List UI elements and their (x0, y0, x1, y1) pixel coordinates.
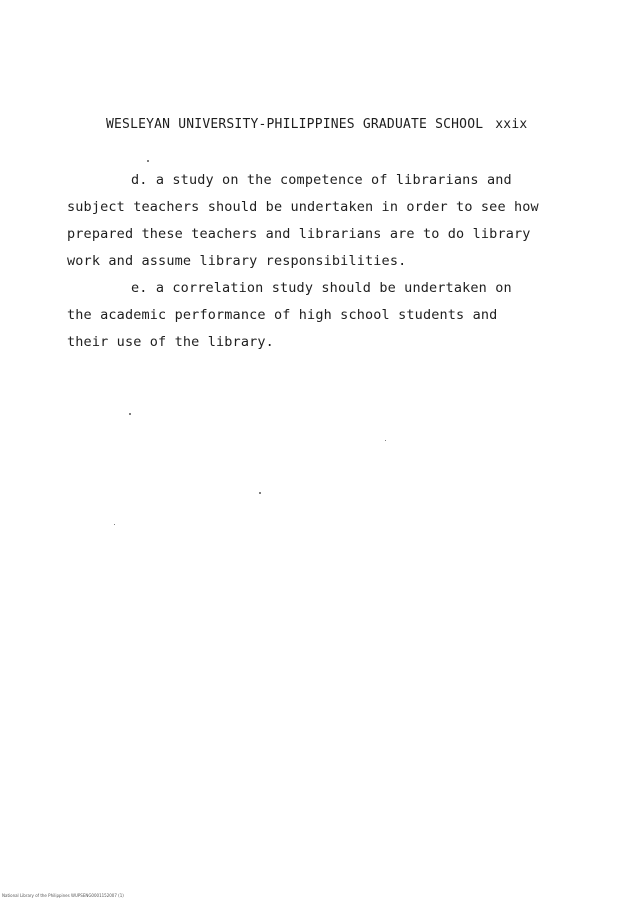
scan-speck (147, 160, 149, 162)
paragraph-e-line-1: e. a correlation study should be undertaken on (131, 280, 512, 296)
paragraph-d-line-3: prepared these teachers and librarians are to do library (67, 226, 531, 242)
scan-speck (259, 492, 261, 494)
page-header (106, 117, 527, 132)
scan-speck (114, 524, 115, 525)
paragraph-d-line-1: d. a study on the competence of librarians and (131, 172, 512, 188)
archive-footer: National Library of the Philippines WUPSENG0001152007 (1) (2, 893, 124, 898)
scan-speck (385, 440, 386, 441)
header-title: WESLEYAN UNIVERSITY-PHILIPPINES GRADUATE SCHOOL (106, 117, 484, 132)
scan-speck (129, 413, 131, 415)
paragraph-e-line-3: their use of the library. (67, 334, 274, 350)
paragraph-d-line-4: work and assume library responsibilities. (67, 253, 407, 269)
page-number: xxix (495, 117, 528, 132)
paragraph-d-line-2: subject teachers should be undertaken in order to see how (67, 199, 539, 215)
paragraph-e-line-2: the academic performance of high school students and (67, 307, 498, 323)
